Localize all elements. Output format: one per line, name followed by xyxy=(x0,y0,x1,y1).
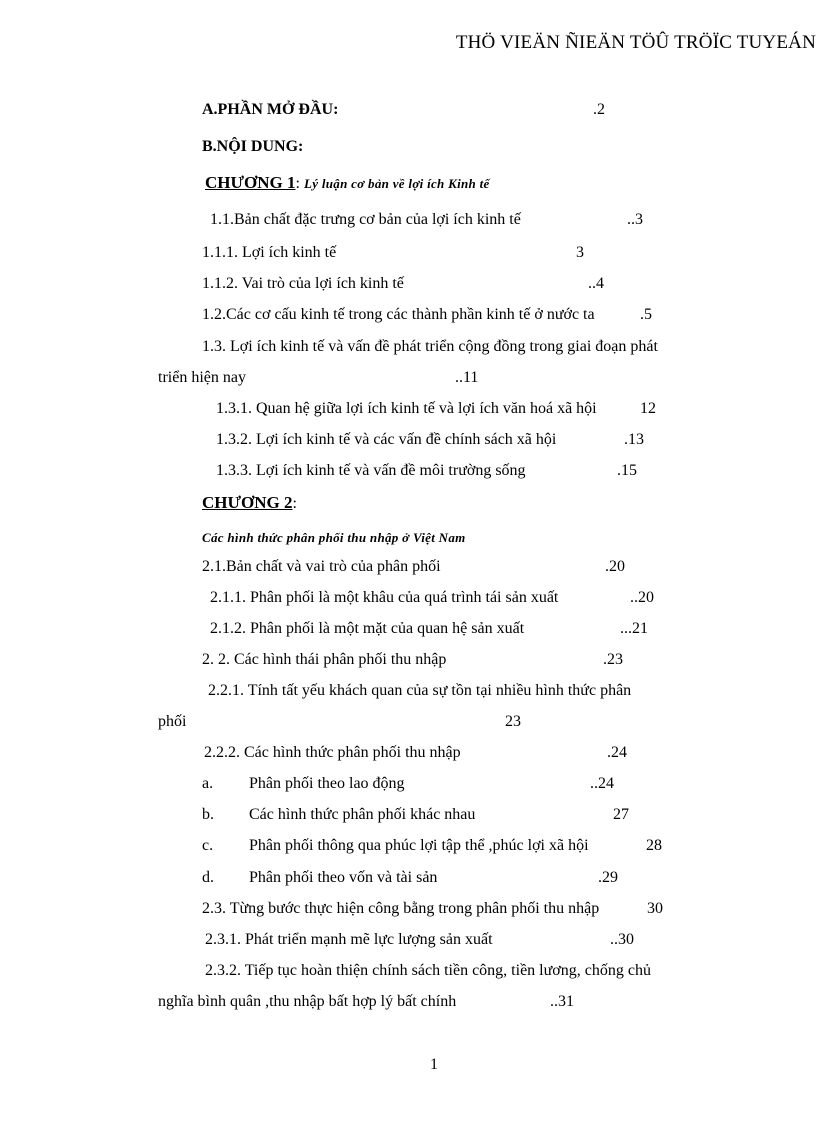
toc-entry-1-3-page: ..11 xyxy=(455,369,479,386)
toc-entry-2-3-label: 2.3. Từng bước thực hiện công bằng trong phân phối thu nhập xyxy=(202,900,600,917)
toc-entry-c-sub-label: Phân phối thông qua phúc lợi tập thể ,phúc lợi xã hội xyxy=(249,837,589,854)
toc-entry-a-label: A.PHẦN MỞ ĐẦU: xyxy=(202,101,339,118)
toc-chapter-1 xyxy=(205,173,490,194)
toc-chapter-2 xyxy=(202,493,297,514)
toc-entry-2-1-page: .20 xyxy=(605,558,625,575)
toc-entry-1-3-label-line2: triển hiện nay xyxy=(158,369,246,386)
toc-entry-1-3-2-label: 1.3.2. Lợi ích kinh tế và các vấn đề chính sách xã hội xyxy=(216,431,557,448)
toc-entry-2-1-1-label: 2.1.1. Phân phối là một khâu của quá trình tái sản xuất xyxy=(210,589,559,606)
toc-entry-1-3-1-page: 12 xyxy=(640,400,656,417)
toc-entry-2-2-1-page: 23 xyxy=(505,713,521,730)
toc-entry-2-3-2-page: ..31 xyxy=(550,993,574,1010)
chapter-1-sep: : xyxy=(295,175,304,192)
chapter-1-label: CHƯƠNG 1 xyxy=(205,173,296,192)
toc-entry-2-2-2-page: .24 xyxy=(607,744,627,761)
toc-entry-2-3-1-label: 2.3.1. Phát triển mạnh mẽ lực lượng sản xuất xyxy=(205,931,493,948)
toc-entry-1-1-2-label: 1.1.2. Vai trò của lợi ích kinh tế xyxy=(202,275,404,292)
toc-entry-2-2-1-label-line2: phối xyxy=(158,713,187,730)
toc-entry-1-3-3-page: .15 xyxy=(617,462,637,479)
toc-entry-b-sub-page: 27 xyxy=(613,806,629,823)
toc-entry-b-sub-label: Các hình thức phân phối khác nhau xyxy=(249,806,476,823)
chapter-2-title: Các hình thức phân phối thu nhập ở Việt Nam xyxy=(202,530,466,545)
toc-entry-a-sub-label: Phân phối theo lao động xyxy=(249,775,405,792)
toc-entry-1-1-label: 1.1.Bản chất đặc trưng cơ bản của lợi ích kinh tế xyxy=(210,211,521,228)
page-header: THÖ VIEÄN ÑIEÄN TÖÛ TRÖÏC TUYEÁN xyxy=(455,32,816,53)
toc-entry-2-3-1-page: ..30 xyxy=(610,931,634,948)
toc-entry-2-1-2-page: ...21 xyxy=(620,620,648,637)
chapter-1-title: Lý luận cơ bản về lợi ích Kinh tế xyxy=(303,176,490,191)
toc-entry-1-1-1-page: 3 xyxy=(576,244,584,261)
toc-entry-a-marker: a. xyxy=(202,775,214,792)
toc-entry-2-3-2-label-line2: nghĩa bình quân ,thu nhập bất hợp lý bất chính xyxy=(158,993,457,1010)
toc-entry-1-1-page: ..3 xyxy=(627,211,643,228)
toc-entry-d-sub-page: .29 xyxy=(598,869,618,886)
toc-entry-d-marker: d. xyxy=(202,869,214,886)
toc-entry-2-3-page: 30 xyxy=(647,900,663,917)
toc-entry-2-2-1-label-line1: 2.2.1. Tính tất yếu khách quan của sự tồn tại nhiều hình thức phân xyxy=(208,682,632,699)
toc-entry-1-3-label-line1: 1.3. Lợi ích kinh tế và vấn đề phát triển cộng đồng trong giai đoạn phát xyxy=(202,338,658,355)
toc-entry-2-1-label: 2.1.Bản chất và vai trò của phân phối xyxy=(202,558,441,575)
chapter-2-label: CHƯƠNG 2 xyxy=(202,493,293,512)
toc-entry-b-label: B.NỘI DUNG: xyxy=(202,138,304,155)
toc-entry-1-2-label: 1.2.Các cơ cấu kinh tế trong các thành phần kinh tế ở nước ta xyxy=(202,306,595,323)
toc-entry-a-page: .2 xyxy=(593,101,605,118)
toc-entry-1-3-3-label: 1.3.3. Lợi ích kinh tế và vấn đề môi trường sống xyxy=(216,462,526,479)
toc-entry-d-sub-label: Phân phối theo vốn và tài sản xyxy=(249,869,438,886)
toc-entry-2-1-1-page: ..20 xyxy=(630,589,654,606)
toc-entry-b-marker: b. xyxy=(202,806,214,823)
toc-entry-c-sub-page: 28 xyxy=(646,837,662,854)
toc-entry-a-sub-page: ..24 xyxy=(590,775,614,792)
toc-entry-1-3-2-page: .13 xyxy=(624,431,644,448)
toc-entry-2-1-2-label: 2.1.2. Phân phối là một mặt của quan hệ sản xuất xyxy=(210,620,525,637)
toc-entry-c-marker: c. xyxy=(202,837,214,854)
toc-entry-1-3-1-label: 1.3.1. Quan hệ giữa lợi ích kinh tế và lợi ích văn hoá xã hội xyxy=(216,400,597,417)
toc-entry-2-3-2-label-line1: 2.3.2. Tiếp tục hoàn thiện chính sách tiền công, tiền lương, chống chủ xyxy=(205,962,651,979)
chapter-2-sep: : xyxy=(292,495,297,512)
toc-entry-1-2-page: .5 xyxy=(640,306,652,323)
toc-entry-2-2-page: .23 xyxy=(603,651,623,668)
toc-entry-2-2-label: 2. 2. Các hình thái phân phối thu nhập xyxy=(202,651,447,668)
toc-entry-2-2-2-label: 2.2.2. Các hình thức phân phối thu nhập xyxy=(204,744,461,761)
toc-entry-1-1-2-page: ..4 xyxy=(588,275,604,292)
toc-entry-1-1-1-label: 1.1.1. Lợi ích kinh tế xyxy=(202,244,337,261)
page-number: 1 xyxy=(430,1056,438,1073)
